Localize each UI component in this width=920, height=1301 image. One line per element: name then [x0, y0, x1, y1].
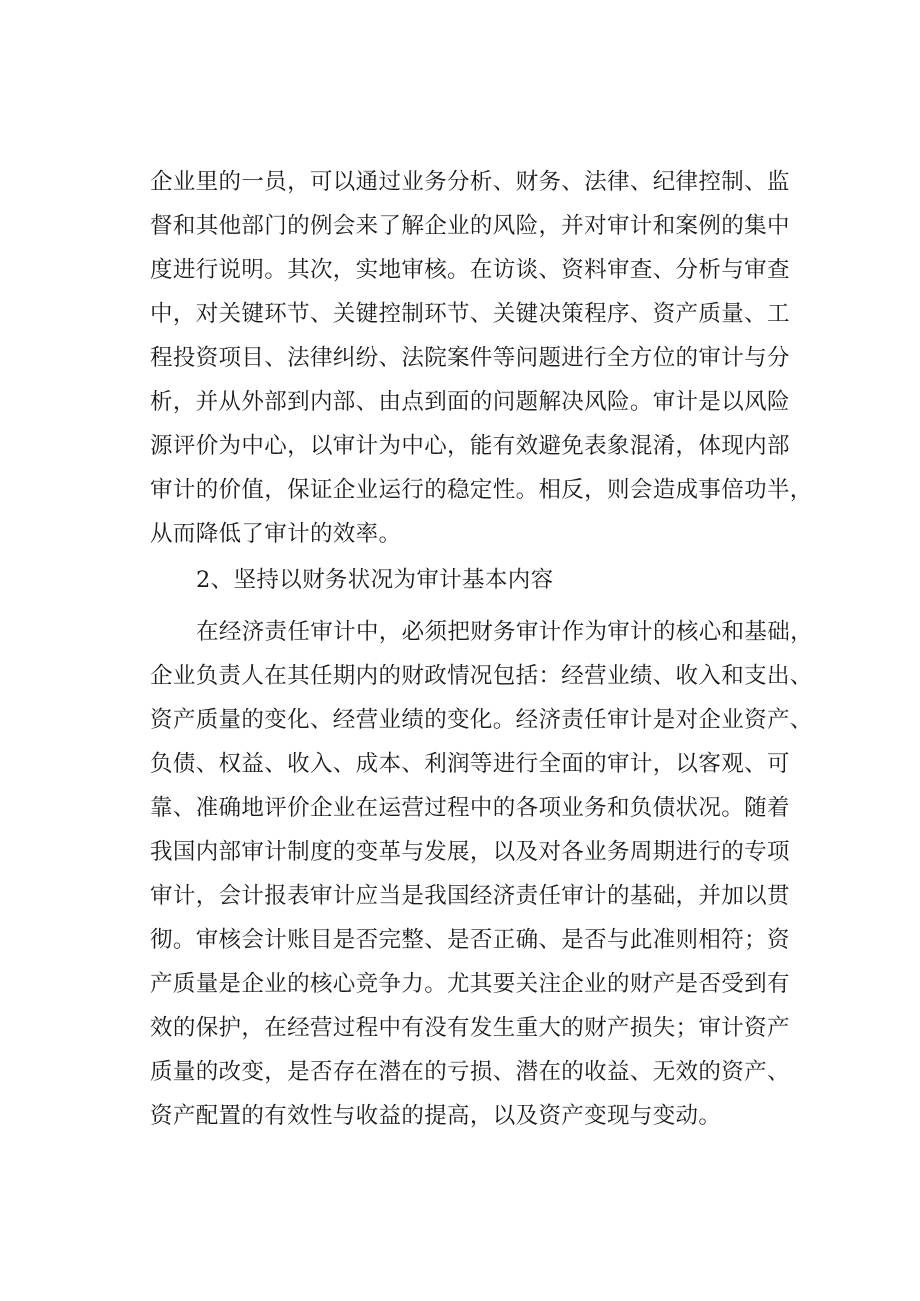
paragraph-2-line: 资产质量的变化、经营业绩的变化。经济责任审计是对企业资产、 — [150, 707, 813, 733]
paragraph-1-line: 企业里的一员，可以通过业务分析、财务、法律、纪律控制、监 — [150, 169, 790, 195]
paragraph-1-line: 程投资项目、法律纠纷、法院案件等问题进行全方位的审计与分 — [150, 345, 790, 371]
paragraph-2-line: 靠、准确地评价企业在运营过程中的各项业务和负债状况。随着 — [150, 795, 790, 821]
paragraph-1-line: 度进行说明。其次，实地审核。在访谈、资料审查、分析与审查 — [150, 257, 790, 283]
paragraph-1-line: 源评价为中心，以审计为中心，能有效避免表象混淆，体现内部 — [150, 433, 790, 459]
paragraph-1-line: 审计的价值，保证企业运行的稳定性。相反，则会造成事倍功半， — [150, 477, 813, 503]
paragraph-1-line: 从而降低了审计的效率。 — [150, 521, 402, 547]
section-heading: 2、坚持以财务状况为审计基本内容 — [196, 567, 554, 593]
paragraph-2-line: 彻。审核会计账目是否完整、是否正确、是否与此准则相符；资 — [150, 927, 790, 953]
paragraph-2-line: 企业负责人在其任期内的财政情况包括：经营业绩、收入和支出、 — [150, 663, 813, 689]
paragraph-2-line: 效的保护，在经营过程中有没有发生重大的财产损失；审计资产 — [150, 1015, 790, 1041]
paragraph-1-line: 督和其他部门的例会来了解企业的风险，并对审计和案例的集中 — [150, 213, 790, 239]
paragraph-2-line: 质量的改变，是否存在潜在的亏损、潜在的收益、无效的资产、 — [150, 1059, 790, 1085]
paragraph-2-line: 在经济责任审计中，必须把财务审计作为审计的核心和基础， — [196, 619, 813, 645]
paragraph-2-line: 我国内部审计制度的变革与发展，以及对各业务周期进行的专项 — [150, 839, 790, 865]
paragraph-1-line: 析，并从外部到内部、由点到面的问题解决风险。审计是以风险 — [150, 389, 790, 415]
paragraph-2-line: 产质量是企业的核心竞争力。尤其要关注企业的财产是否受到有 — [150, 971, 790, 997]
paragraph-2-line: 负债、权益、收入、成本、利润等进行全面的审计，以客观、可 — [150, 751, 790, 777]
paragraph-2-line: 资产配置的有效性与收益的提高，以及资产变现与变动。 — [150, 1103, 722, 1129]
paragraph-1-line: 中，对关键环节、关键控制环节、关键决策程序、资产质量、工 — [150, 301, 790, 327]
paragraph-2-line: 审计，会计报表审计应当是我国经济责任审计的基础，并加以贯 — [150, 883, 790, 909]
